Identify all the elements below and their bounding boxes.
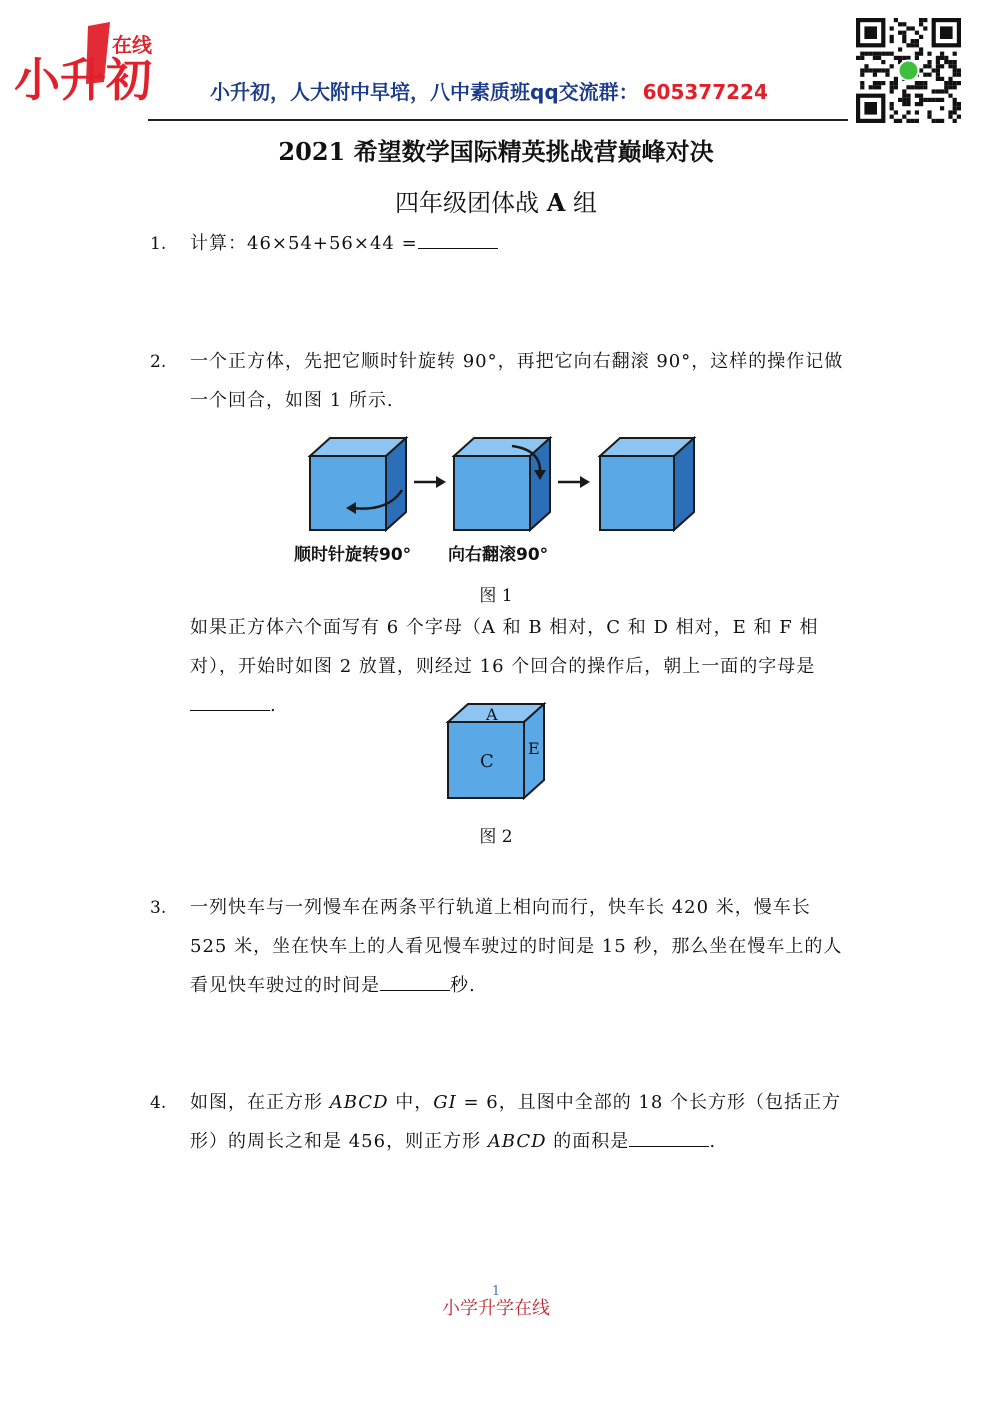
answer-blank (190, 692, 270, 711)
figure-2-caption: 图 2 (479, 827, 513, 847)
figure-1 (280, 428, 720, 572)
banner-label: 小升初，人大附中早培，八中素质班qq交流群： (210, 80, 639, 104)
page-number: 1 (491, 1284, 501, 1299)
wechat-icon (899, 61, 919, 81)
cube-side-letter: E (528, 739, 540, 758)
answer-blank (629, 1128, 709, 1147)
question-4-number: 4. (150, 1093, 167, 1113)
header-divider (148, 119, 848, 121)
arrow-right-icon (558, 476, 590, 488)
question-2-number: 2. (150, 352, 167, 372)
logo-tag: 在线 (112, 33, 152, 57)
question-1-number: 1. (150, 234, 167, 254)
arrow-right-icon (414, 476, 446, 488)
banner-text (210, 76, 768, 105)
cube-front-letter: C (480, 751, 494, 772)
qr-code-image (854, 14, 964, 132)
page-subtitle: 四年级团体战 A 组 (395, 188, 597, 217)
figure-1-label-roll: 向右翻滚90° (448, 545, 549, 565)
question-1-text: 计算：46×54+56×44 = (190, 224, 850, 263)
cube-3 (600, 438, 694, 530)
question-3-number: 3. (150, 898, 167, 918)
answer-blank (380, 972, 450, 991)
page-title: 2021 希望数学国际精英挑战营巅峰对决 (278, 137, 714, 166)
logo-text: 小升初 (14, 53, 152, 104)
figure-2 (444, 700, 554, 804)
question-2-text-continued: 如果正方体六个面写有 6 个字母（A 和 B 相对，C 和 D 相对，E 和 F 相对），开始时如图 2 放置，则经过 16 个回合的操作后，朝上一面的字母是. (190, 617, 819, 716)
cube-top-letter: A (486, 705, 498, 724)
cube-1 (310, 438, 406, 530)
question-3-text: 一列快车与一列慢车在两条平行轨道上相向而行，快车长 420 米，慢车长 525 米，坐在快车上的人看见慢车驶过的时间是 15 秒，那么坐在慢车上的人看见快车驶过的时间是 秒. (190, 897, 843, 996)
answer-blank (418, 230, 498, 249)
question-2-text: 一个正方体，先把它顺时针旋转 90°，再把它向右翻滚 90°，这样的操作记做一个回合，如图 1 所示. (190, 351, 844, 411)
brand-logo (12, 22, 172, 104)
figure-1-caption: 图 1 (479, 586, 513, 606)
qq-number: 605377224 (642, 80, 768, 104)
cube-2 (454, 438, 550, 530)
figure-1-label-rotate: 顺时针旋转90° (294, 545, 412, 565)
question-4-text: 如图，在正方形 ABCD 中，GI = 6，且图中全部的 18 个长方形（包括正方形）的周长之和是 456，则正方形 ABCD 的面积是 . (190, 1092, 842, 1152)
footer-site-name: 小学升学在线 (442, 1298, 550, 1319)
